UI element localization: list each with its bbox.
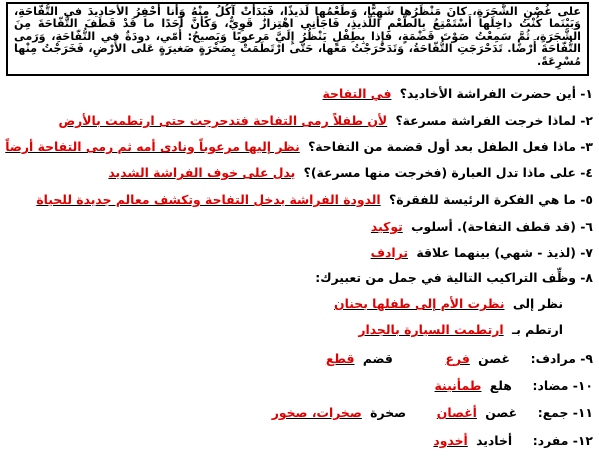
- structure-prefix: نظر إلى: [512, 296, 563, 311]
- question-9: [4, 349, 593, 369]
- question-text: ١- أين حضرت الفراشة الأخاديد؟: [399, 86, 593, 101]
- answer-text: فرع: [445, 351, 470, 366]
- word: غصن: [485, 405, 518, 420]
- question-3: [4, 137, 593, 157]
- answer-text: ارتطمت السيارة بالجدار: [358, 322, 504, 337]
- structure-prefix: ارتطم بـ: [511, 322, 563, 337]
- question-10: [4, 376, 593, 396]
- question-label: ١٠- مضاد:: [532, 378, 593, 393]
- question-label: ١٢- مفرد:: [532, 433, 593, 448]
- question-8-line-1: [4, 294, 563, 314]
- answer-text: ترادف: [370, 245, 408, 260]
- question-text: ٧- (لذيذ - شهي) بينهما علاقة: [416, 245, 593, 260]
- reading-passage: [6, 2, 589, 76]
- answer-text: في التفاحة: [322, 86, 392, 101]
- word: صخرة: [370, 405, 407, 420]
- answer-text: نظرت الأم إلى طفلها بحنان: [334, 296, 505, 311]
- word: قضم: [362, 351, 393, 366]
- answer-text: قطع: [325, 351, 355, 366]
- question-12: [4, 431, 593, 451]
- question-text: ٢- لماذا خرجت الفراشة مسرعة؟: [395, 113, 593, 128]
- answer-text: أخدود: [433, 433, 468, 448]
- answer-text: طمأنينة: [434, 378, 482, 393]
- word: هلع: [489, 378, 512, 393]
- answer-text: توكيد: [370, 219, 403, 234]
- passage-text: على غُصْنِ الشَّجَرَةِ، كانَ مَنْظَرُها شَهِيًّا، وَطَعْمُها لَذيذًا، فَبَدَأَتْ آكُلُ مِنْهُ وَأَنا أَحْفِرُ الأَخاديدَ في التُّفّاحَةِ، وَبَيْنَما كُنْتُ داخِلَها أَسْتَمْتِعُ بِالطَّعْمِ اللَّذيذِ، فَاجَأَنِي اهْتِزازٌ قَوِيٌّ، وَكَأَنَّ أَحَدًا ما قَدْ قَطَفَ التُّفّاحَةَ مِنَ الشَّجَرَةِ، ثُمَّ سَمِعْتُ صَوْتَ قَضْمَةٍ، فَإِذا بِطِفْلٍ يَنْظُرُ إِلَيَّ مَرعوبًا وَيَصيحُ: أُمّي، دودَةٌ في التُّفّاحَةِ، وَرَمى التُّفّاحَةَ أَرْضًا. تَدَحْرَجَتِ التُّفّاحَةُ، وَتَدَحْرَجْتُ مَعَها، حَتّى ارْتَطَمَتْ بِصَخْرَةٍ صَغيرَةٍ عَلى الأَرْضِ، فَخَرَجْتُ مِنْها مُسْرِعَةً.: [14, 5, 581, 68]
- question-7: [4, 243, 593, 263]
- question-8-line-2: [4, 320, 563, 340]
- question-6: [4, 217, 593, 237]
- question-8: [4, 268, 593, 288]
- question-label: ١١- جمع:: [537, 405, 593, 420]
- answer-text: أغصان: [436, 405, 477, 420]
- question-text: ٥- ما هي الفكرة الرئيسة للفقرة؟: [389, 192, 593, 207]
- word: غصن: [478, 351, 510, 366]
- question-text: ٨- وظِّف التراكيب التالية في جمل من تعبيرك:: [315, 270, 593, 285]
- answer-text: يدل على خوف الفراشة الشديد: [108, 165, 296, 180]
- word: أخاديد: [476, 433, 513, 448]
- question-text: ٣- ماذا فعل الطفل بعد أول قضمة من التفاحة؟: [308, 139, 593, 154]
- answer-text: الدودة الفراشة يدخل التفاحة وتكشف معالم جديدة للحياة: [36, 192, 381, 207]
- question-4: [4, 163, 593, 183]
- question-2: [4, 111, 593, 131]
- question-text: ٤- على ماذا تدل العبارة (فخرجت منها مسرعة)؟: [303, 165, 593, 180]
- question-5: [4, 190, 593, 210]
- question-text: ٦- (قد قطف التفاحة). أسلوب: [411, 219, 593, 234]
- answer-text: صخرات، صخور: [271, 405, 362, 420]
- question-1: [4, 84, 593, 104]
- question-11: [4, 403, 593, 423]
- answer-text: لأن طفلاً رمى التفاحة فتدحرجت حتى ارتطمت بالأرض: [58, 113, 388, 128]
- question-label: ٩- مرادف:: [530, 351, 593, 366]
- answer-text: نظر إليها مرعوباً ونادى أمه ثم رمى التفاحة أرضاً: [5, 139, 300, 154]
